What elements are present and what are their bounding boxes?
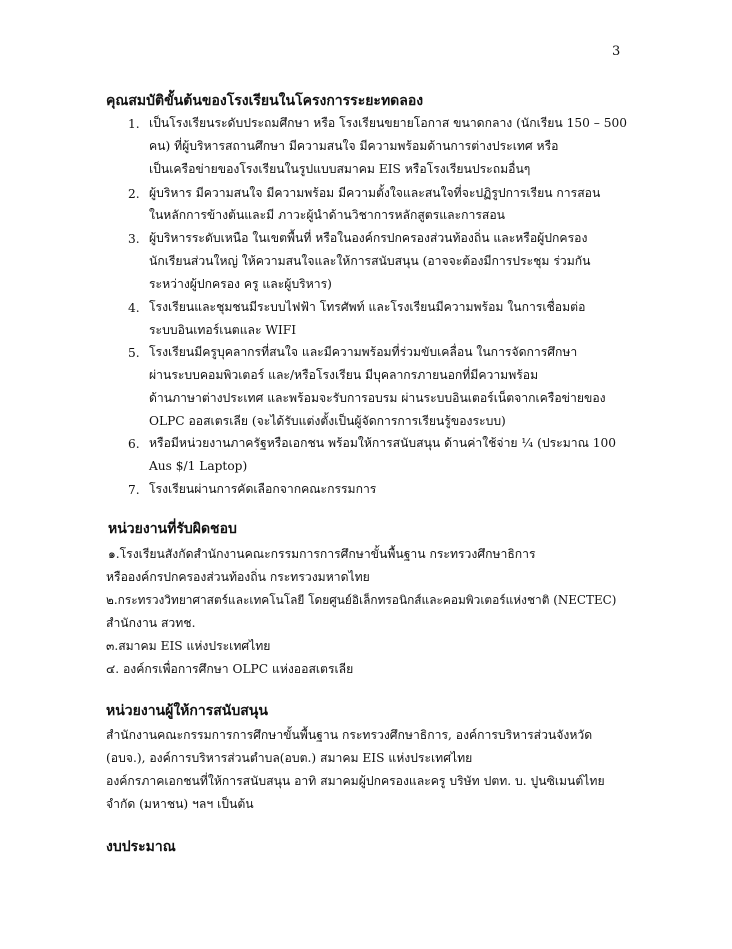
list-line: ในหลักการข้างต้นและมี ภาวะผู้นำด้านวิชาการหลักสูตรและการสอน	[149, 208, 505, 222]
paragraph-line: (อบจ.), องค์การบริหารส่วนตำบล(อบต.) สมาคม EIS แห่งประเทศไทย	[106, 751, 473, 765]
list-line: โรงเรียนมีครูบุคลากรที่สนใจ และมีความพร้อมที่ร่วมขับเคลื่อน ในการจัดการศึกษา	[149, 345, 578, 359]
paragraph-line: หรือองค์กรปกครองส่วนท้องถิ่น กระทรวงมหาดไทย	[106, 570, 370, 584]
paragraph-line: ๓.สมาคม EIS แห่งประเทศไทย	[106, 639, 271, 653]
list-line: OLPC ออสเตรเลีย (จะได้รับแต่งตั้งเป็นผู้จัดการการเรียนรู้ของระบบ)	[149, 414, 506, 428]
list-line: หรือมีหน่วยงานภาครัฐหรือเอกชน พร้อมให้การสนับสนุน ด้านค่าใช้จ่าย ¼ (ประมาณ 100	[149, 436, 617, 450]
paragraph-line: สำนักงาน สวทช.	[106, 616, 196, 630]
list-line: โรงเรียนและชุมชนมีระบบไฟฟ้า โทรศัพท์ และโรงเรียนมีความพร้อม ในการเชื่อมต่อ	[149, 300, 586, 314]
section-heading-budget: งบประมาณ	[106, 839, 176, 855]
page-number: 3	[612, 44, 621, 59]
list-line: เป็นโรงเรียนระดับประถมศึกษา หรือ โรงเรียนขยายโอกาส ขนาดกลาง (นักเรียน 150 – 500	[149, 116, 627, 130]
paragraph-line: องค์กรภาคเอกชนที่ให้การสนับสนุน อาทิ สมาคมผู้ปกครองและครู บริษัท ปตท. บ. ปูนซิเมนต์ไทย	[106, 774, 605, 788]
paragraph-line: สำนักงานคณะกรรมการการศึกษาขั้นพื้นฐาน กระทรวงศึกษาธิการ, องค์การบริหารส่วนจังหวัด	[106, 728, 593, 742]
paragraph-line: ๑.โรงเรียนสังกัดสำนักงานคณะกรรมการการศึกษาขั้นพื้นฐาน กระทรวงศึกษาธิการ	[108, 547, 536, 561]
paragraph-line: จำกัด (มหาชน) ฯลฯ เป็นต้น	[106, 797, 254, 811]
section-heading-supporting-agencies: หน่วยงานผู้ให้การสนับสนุน	[106, 703, 268, 719]
list-number: 7.	[128, 483, 140, 497]
list-line: ระหว่างผู้ปกครอง ครู และผู้บริหาร)	[149, 277, 332, 291]
list-line: โรงเรียนผ่านการคัดเลือกจากคณะกรรมการ	[149, 482, 377, 496]
list-number: 4.	[128, 301, 140, 315]
list-number: 1.	[128, 117, 140, 131]
list-line: คน) ที่ผู้บริหารสถานศึกษา มีความสนใจ มีความพร้อมด้านการต่างประเทศ หรือ	[149, 139, 559, 153]
list-line: เป็นเครือข่ายของโรงเรียนในรูปแบบสมาคม EIS หรือโรงเรียนประถมอื่นๆ	[149, 162, 531, 176]
list-line: ผู้บริหารระดับเหนือ ในเขตพื้นที่ หรือในองค์กรปกครองส่วนท้องถิ่น และหรือผู้ปกครอง	[149, 231, 588, 245]
list-line: Aus $/1 Laptop)	[149, 459, 248, 473]
list-number: 6.	[128, 437, 140, 451]
paragraph-line: ๔. องค์กรเพื่อการศึกษา OLPC แห่งออสเตรเลีย	[106, 662, 354, 676]
paragraph-line: ๒.กระทรวงวิทยาศาสตร์และเทคโนโลยี โดยศูนย์อิเล็กทรอนิกส์และคอมพิวเตอร์แห่งชาติ (NECTEC)	[106, 593, 617, 607]
list-number: 2.	[128, 187, 140, 201]
list-number: 3.	[128, 232, 140, 246]
list-line: ระบบอินเทอร์เนตและ WIFI	[149, 323, 297, 337]
list-number: 5.	[128, 346, 140, 360]
list-line: ผ่านระบบคอมพิวเตอร์ และ/หรือโรงเรียน มีบุคลากรภายนอกที่มีความพร้อม	[149, 368, 539, 382]
list-line: นักเรียนส่วนใหญ่ ให้ความสนใจและให้การสนับสนุน (อาจจะต้องมีการประชุม ร่วมกัน	[149, 254, 591, 268]
list-line: ด้านภาษาต่างประเทศ และพร้อมจะรับการอบรม ผ่านระบบอินเตอร์เน็ตจากเครือข่ายของ	[149, 391, 606, 405]
section-heading-qualifications: คุณสมบัติขั้นต้นของโรงเรียนในโครงการระยะทดลอง	[106, 93, 424, 109]
section-heading-responsible-agencies: หน่วยงานที่รับผิดชอบ	[108, 521, 237, 537]
list-line: ผู้บริหาร มีความสนใจ มีความพร้อม มีความตั้งใจและสนใจที่จะปฏิรูปการเรียน การสอน	[149, 186, 601, 200]
